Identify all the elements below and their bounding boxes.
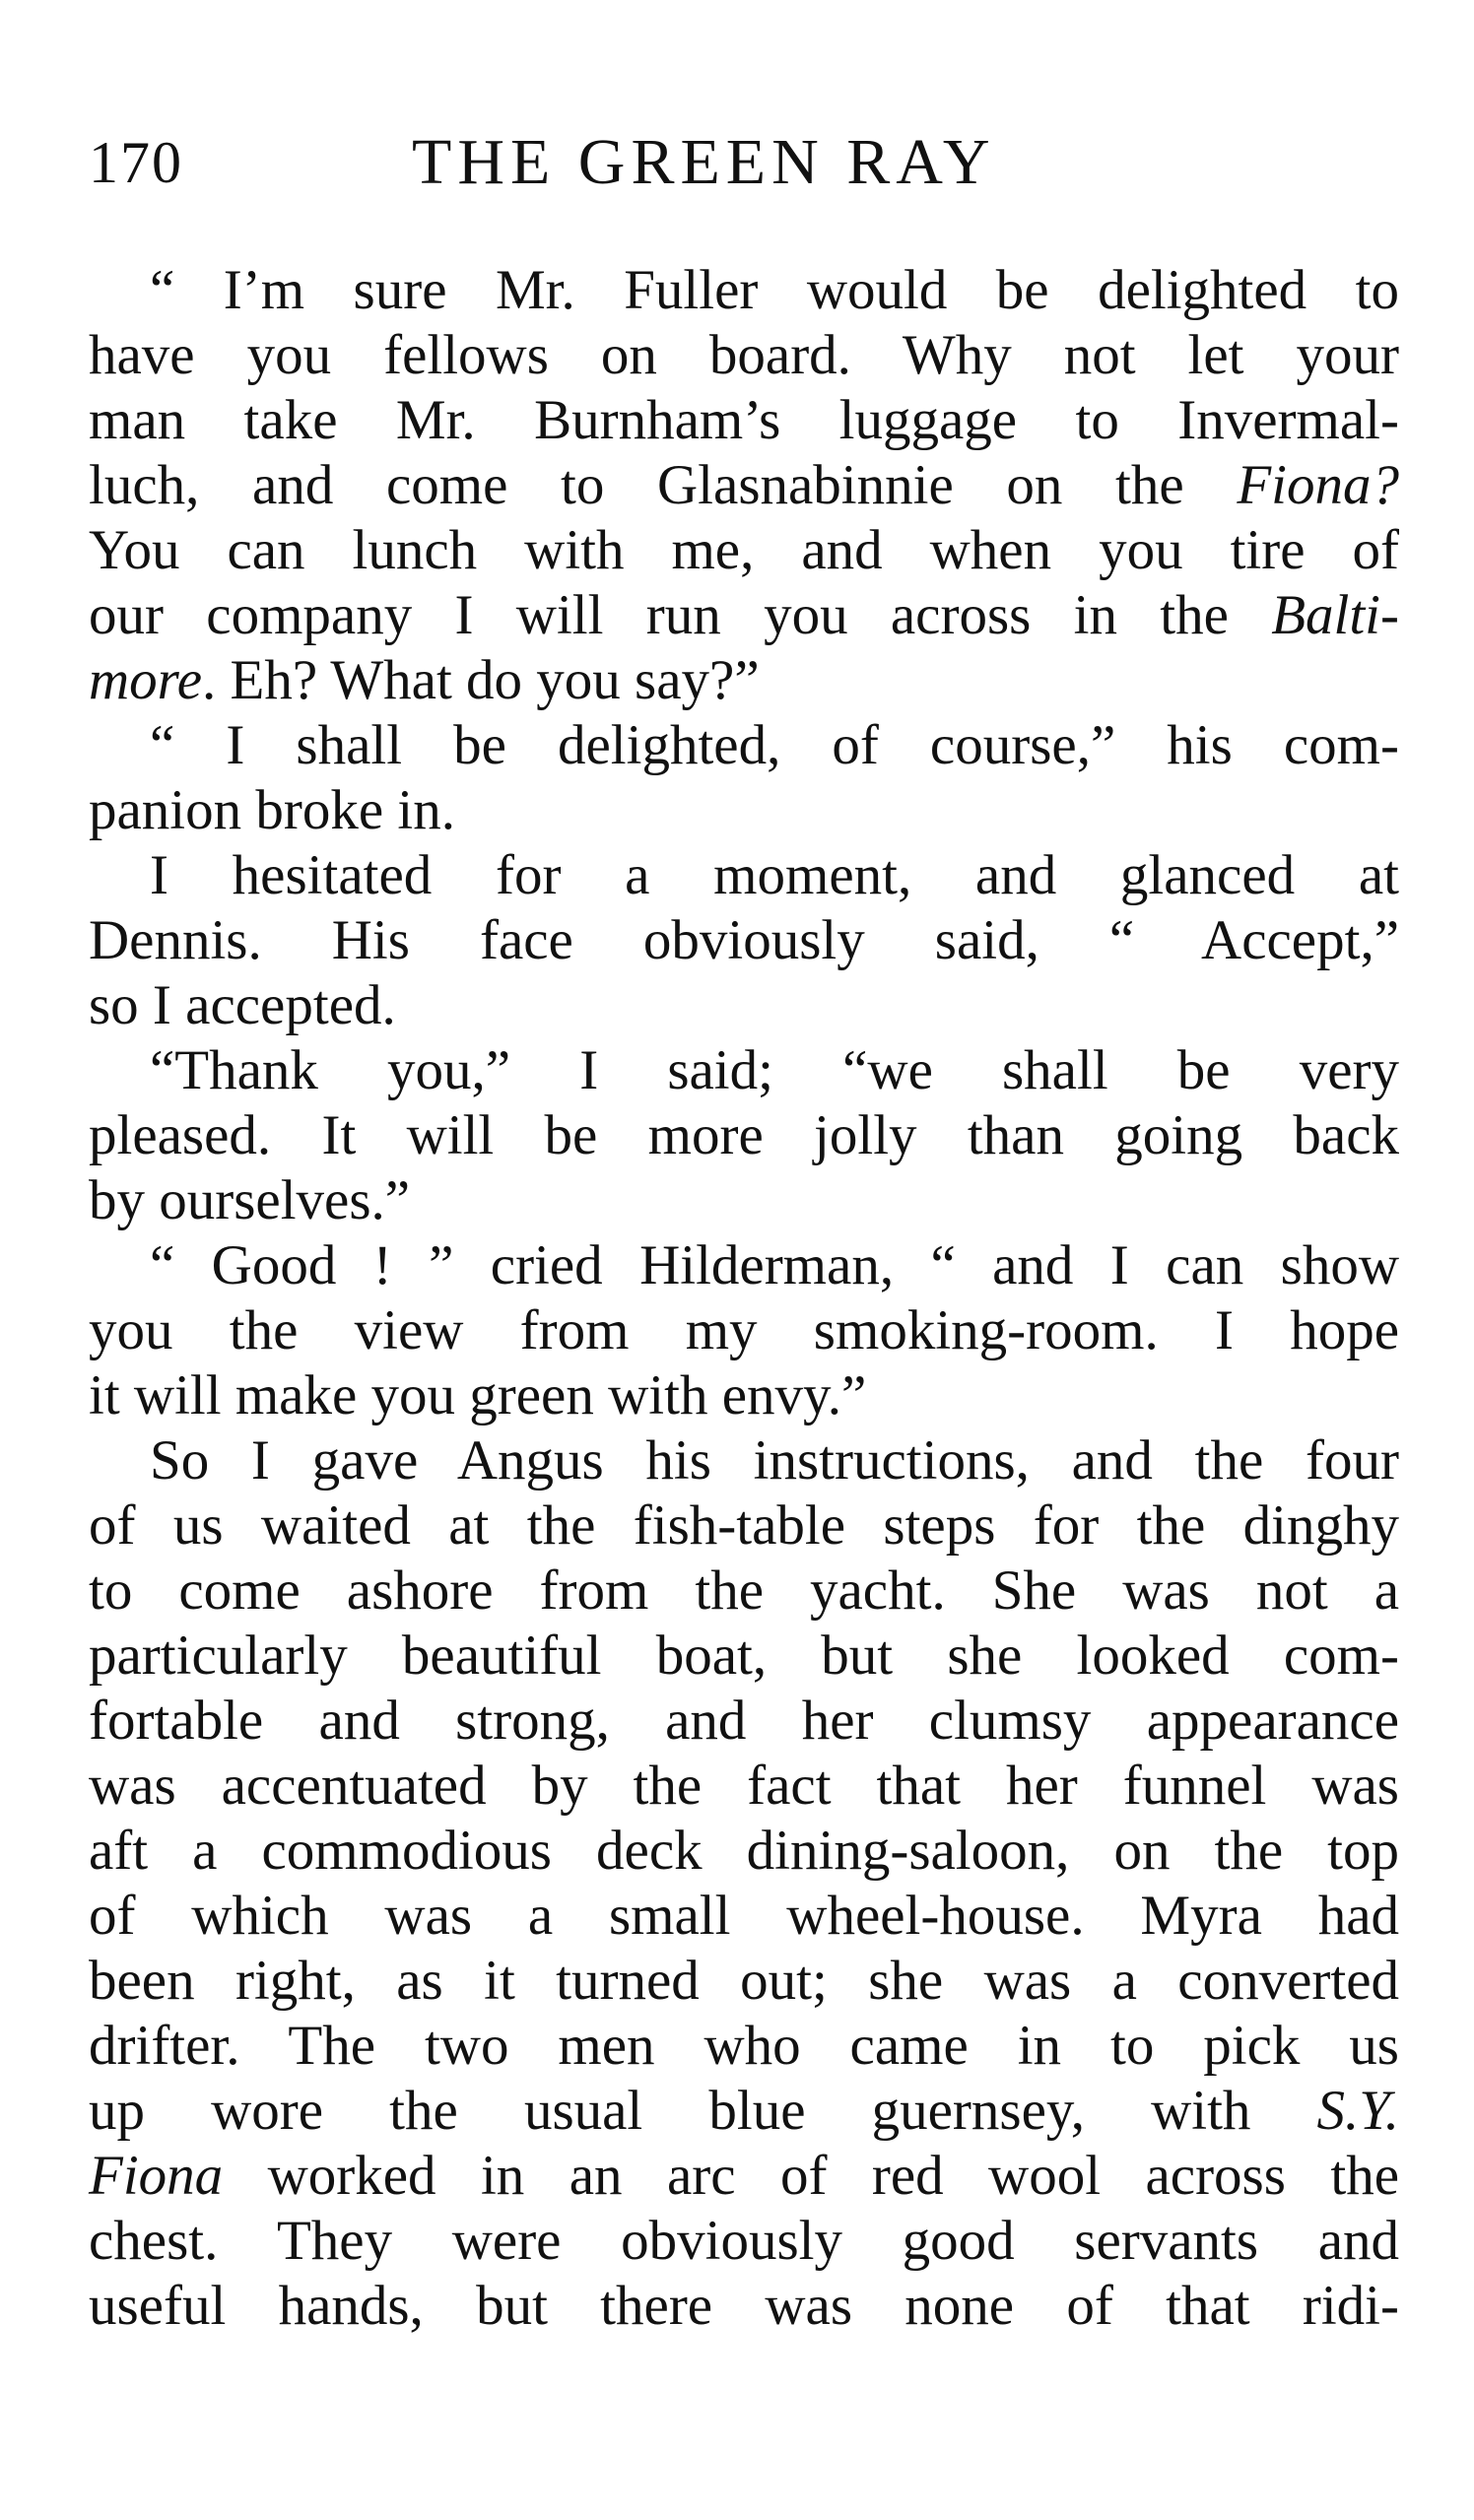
text-line: Dennis. His face obviously said, “ Accept,” [89, 909, 1399, 971]
page-number: 170 [89, 130, 183, 195]
text-line: by ourselves.” [89, 1169, 411, 1231]
text-line: it will make you green with envy.” [89, 1364, 867, 1426]
text-line: luch, and come to Glasnabinnie on the Fiona? [89, 454, 1399, 516]
text-line: to come ashore from the yacht. She was not a [89, 1559, 1399, 1622]
text-line: drifter. The two men who came in to pick us [89, 2015, 1399, 2077]
text-line: “ Good ! ” cried Hilderman, “ and I can show [150, 1234, 1399, 1296]
text-line: aft a commodious deck dining-saloon, on the top [89, 1820, 1399, 1882]
text-line: up wore the usual blue guernsey, with S.Y. [89, 2080, 1399, 2142]
text-line: “ I’m sure Mr. Fuller would be delighted to [150, 259, 1399, 321]
text-line: So I gave Angus his instructions, and the four [150, 1429, 1399, 1492]
text-line: was accentuated by the fact that her funnel was [89, 1755, 1399, 1817]
text-line: I hesitated for a moment, and glanced at [150, 844, 1399, 906]
text-line: useful hands, but there was none of that ridi- [89, 2275, 1399, 2337]
text-line: You can lunch with me, and when you tire of [89, 519, 1399, 581]
page-header [89, 118, 1399, 207]
text-line: “ I shall be delighted, of course,” his com- [150, 714, 1399, 776]
text-line: our company I will run you across in the Balti- [89, 584, 1399, 646]
text-line: “Thank you,” I said; “we shall be very [150, 1039, 1399, 1101]
text-line: pleased. It will be more jolly than going back [89, 1104, 1399, 1166]
text-line: been right, as it turned out; she was a converted [89, 1950, 1399, 2012]
text-line: so I accepted. [89, 974, 396, 1036]
text-line: of which was a small wheel-house. Myra had [89, 1885, 1399, 1947]
text-line: fortable and strong, and her clumsy appearance [89, 1690, 1399, 1752]
body-text [89, 258, 1399, 2339]
text-line: have you fellows on board. Why not let your [89, 324, 1399, 386]
text-line: of us waited at the fish-table steps for the dinghy [89, 1494, 1399, 1557]
text-line: particularly beautiful boat, but she looked com- [89, 1625, 1399, 1687]
text-line: panion broke in. [89, 779, 456, 841]
text-line: man take Mr. Burnham’s luggage to Invermal- [89, 389, 1399, 451]
running-head: THE GREEN RAY [412, 126, 996, 198]
text-line: more. Eh? What do you say?” [89, 649, 760, 711]
text-line: Fiona worked in an arc of red wool across the [89, 2145, 1399, 2207]
text-line: you the view from my smoking-room. I hope [89, 1299, 1399, 1361]
text-line: chest. They were obviously good servants and [89, 2210, 1399, 2272]
